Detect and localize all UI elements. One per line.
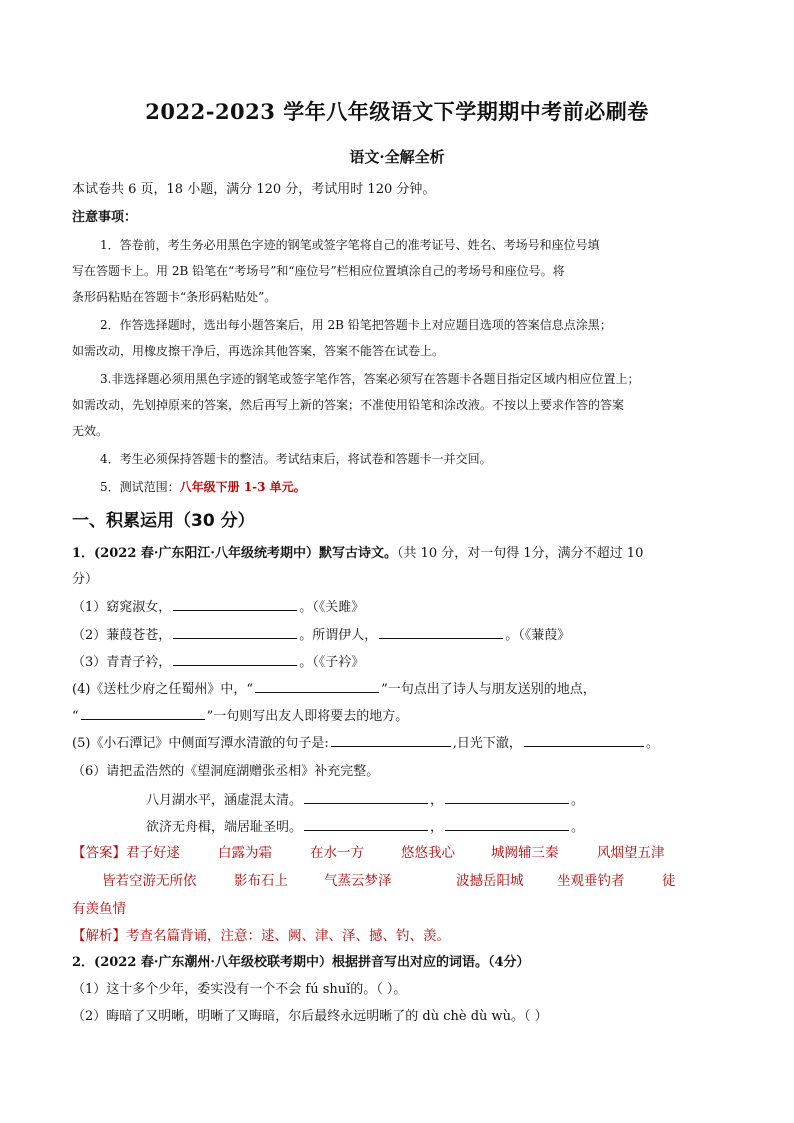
answer-blank[interactable] (379, 626, 503, 639)
poem-line-1 (146, 789, 584, 808)
answer-blank[interactable] (173, 626, 297, 639)
answer-blank[interactable] (173, 598, 297, 611)
question-1-score-note: （共 10 分，对一句得 1分，满分不超过 10 (396, 546, 644, 561)
item-text: （2）蒹葭苍苍， (72, 628, 172, 643)
item-text: 。（《子衿》 (299, 655, 365, 670)
answer-blank[interactable] (173, 653, 297, 666)
answer-item: 徒 (662, 873, 676, 889)
item-text: 。（《关雎》 (299, 600, 365, 615)
notice-item-5 (100, 478, 306, 495)
question-2-item-1: （1）这十多个少年，委实没有一个不会 fú shuǐ的。（ ）。 (72, 982, 407, 997)
answer-item: 皆若空游无所依 (102, 873, 197, 889)
answer-blank[interactable] (255, 680, 379, 693)
question-1-source: 1．(2022 春·广东阳江·八年级统考期中）默写古诗文。 (72, 546, 397, 561)
answer-item: 坐观垂钓者 (557, 873, 625, 889)
answer-item: 在水一方 (310, 845, 364, 861)
item-text: 。 (571, 793, 585, 808)
item-text: (5)《小石潭记》中侧面写潭水清澈的句子是: (72, 736, 329, 751)
answer-blank[interactable] (81, 707, 205, 720)
notice-item-1-line-3: 条形码粘贴在答题卡“条形码粘贴处”。 (72, 290, 277, 304)
answer-blank[interactable] (331, 734, 451, 747)
question-1-item-2 (72, 624, 570, 643)
notice-item-4: 4．考生必须保持答题卡的整洁。考试结束后，将试卷和答题卡一并交回。 (100, 452, 492, 466)
notice-item-1-line-1: 1．答卷前，考生务必用黑色字迹的钢笔或签字笔将自己的准考证号、姓名、考场号和座位号填 (100, 238, 600, 252)
notice-item-3-line-1: 3.非选择题必须用黑色字迹的钢笔或签字笔作答，答案必须写在答题卡各题目指定区域内相应位置上； (100, 372, 640, 386)
answer-item: 风烟望五津 (597, 845, 665, 861)
analysis-label: 【解析】 (72, 928, 126, 944)
question-1-item-6: （6）请把孟浩然的《望洞庭湖赠张丞相》补充完整。 (72, 764, 380, 779)
question-2-header: 2．(2022 春·广东潮州·八年级校联考期中）根据拼音写出对应的词语。（4分） (72, 955, 530, 970)
answer-item: 影布石上 (234, 873, 288, 889)
page-title: 2022-2023 学年八年级语文下学期期中考前必刷卷 (145, 99, 649, 124)
question-1-item-5 (72, 732, 659, 751)
item-text: ， (430, 793, 444, 808)
notice-item-3-line-2: 如需改动，先划掉原来的答案，然后再写上新的答案；不准使用铅笔和涂改液。不按以上要求作答的答案 (72, 398, 625, 412)
answer-item: 气蒸云梦泽 (324, 873, 392, 889)
analysis (72, 924, 450, 944)
answer-blank[interactable] (445, 791, 569, 804)
item-text: 欲济无舟楫，端居耻圣明。 (146, 820, 303, 835)
answer-blank[interactable] (304, 818, 428, 831)
item-text: 。所谓伊人， (299, 628, 378, 643)
question-1-item-4 (72, 678, 596, 697)
item-text: ”一句则写出友人即将要去的地方。 (206, 709, 409, 724)
item-text: 八月湖水平，涵虚混太清。 (146, 793, 303, 808)
answer-blank[interactable] (445, 818, 569, 831)
notice-item-3-line-3: 无效。 (72, 424, 109, 438)
answer-item: 白露为霜 (218, 845, 272, 861)
item-text: ”一句点出了诗人与朋友送别的地点， (381, 682, 596, 697)
question-1-item-1 (72, 596, 364, 615)
item-text: （3）青青子衿， (72, 655, 172, 670)
answer-label: 【答案】 (72, 845, 126, 861)
analysis-text: 考查名篇背诵，注意：逑、阙、津、泽、撼、钓、羡。 (126, 928, 450, 944)
notice-item-2-line-2: 如需改动，用橡皮擦干净后，再选涂其他答案，答案不能答在试卷上。 (72, 344, 445, 358)
page-subtitle: 语文·全解全析 (349, 148, 445, 166)
question-1-item-3 (72, 651, 364, 670)
answer-item: 城阙辅三秦 (491, 845, 559, 861)
test-range-value: 八年级下册 1-3 单元。 (179, 480, 306, 494)
item-text: 。 (645, 736, 659, 751)
answer-item: 悠悠我心 (401, 845, 455, 861)
question-1-item-4-cont (72, 705, 408, 724)
answer-item: 有羡鱼情 (72, 901, 126, 917)
question-1-header (72, 542, 643, 561)
answer-blank[interactable] (524, 734, 644, 747)
item-text: ,日光下澈， (452, 736, 522, 751)
item-text: 。 (571, 820, 585, 835)
section-heading: 一、积累运用（30 分） (72, 511, 255, 531)
test-range-label: 5．测试范围： (100, 480, 180, 494)
item-text: ， (430, 820, 444, 835)
answer-blank[interactable] (304, 791, 428, 804)
item-text: （1）窈窕淑女， (72, 600, 172, 615)
item-text: 。（《蒹葭》 (505, 628, 571, 643)
exam-intro: 本试卷共 6 页，18 小题，满分 120 分，考试用时 120 分钟。 (72, 182, 436, 197)
poem-line-2 (146, 816, 584, 835)
answer-item: 君子好逑 (126, 845, 180, 861)
notice-item-1-line-2: 写在答题卡上。用 2B 铅笔在“考场号”和“座位号”栏相应位置填涂自己的考场号和座位号。将 (72, 264, 565, 278)
item-text: (4)《送杜少府之任蜀州》中，“ (72, 682, 254, 697)
notice-item-2-line-1: 2．作答选择题时，选出每小题答案后，用 2B 铅笔把答题卡上对应题目选项的答案信息点涂黑； (100, 318, 612, 332)
question-1-score-note-cont: 分） (72, 572, 99, 587)
question-2-item-2: （2）晦暗了又明晰，明晰了又晦暗，尔后最终永远明晰了的 dù chè dù wù。（ ） (72, 1009, 548, 1024)
item-text: “ (72, 709, 79, 724)
notice-label: 注意事项： (72, 210, 138, 225)
answer-item: 波撼岳阳城 (456, 873, 524, 889)
